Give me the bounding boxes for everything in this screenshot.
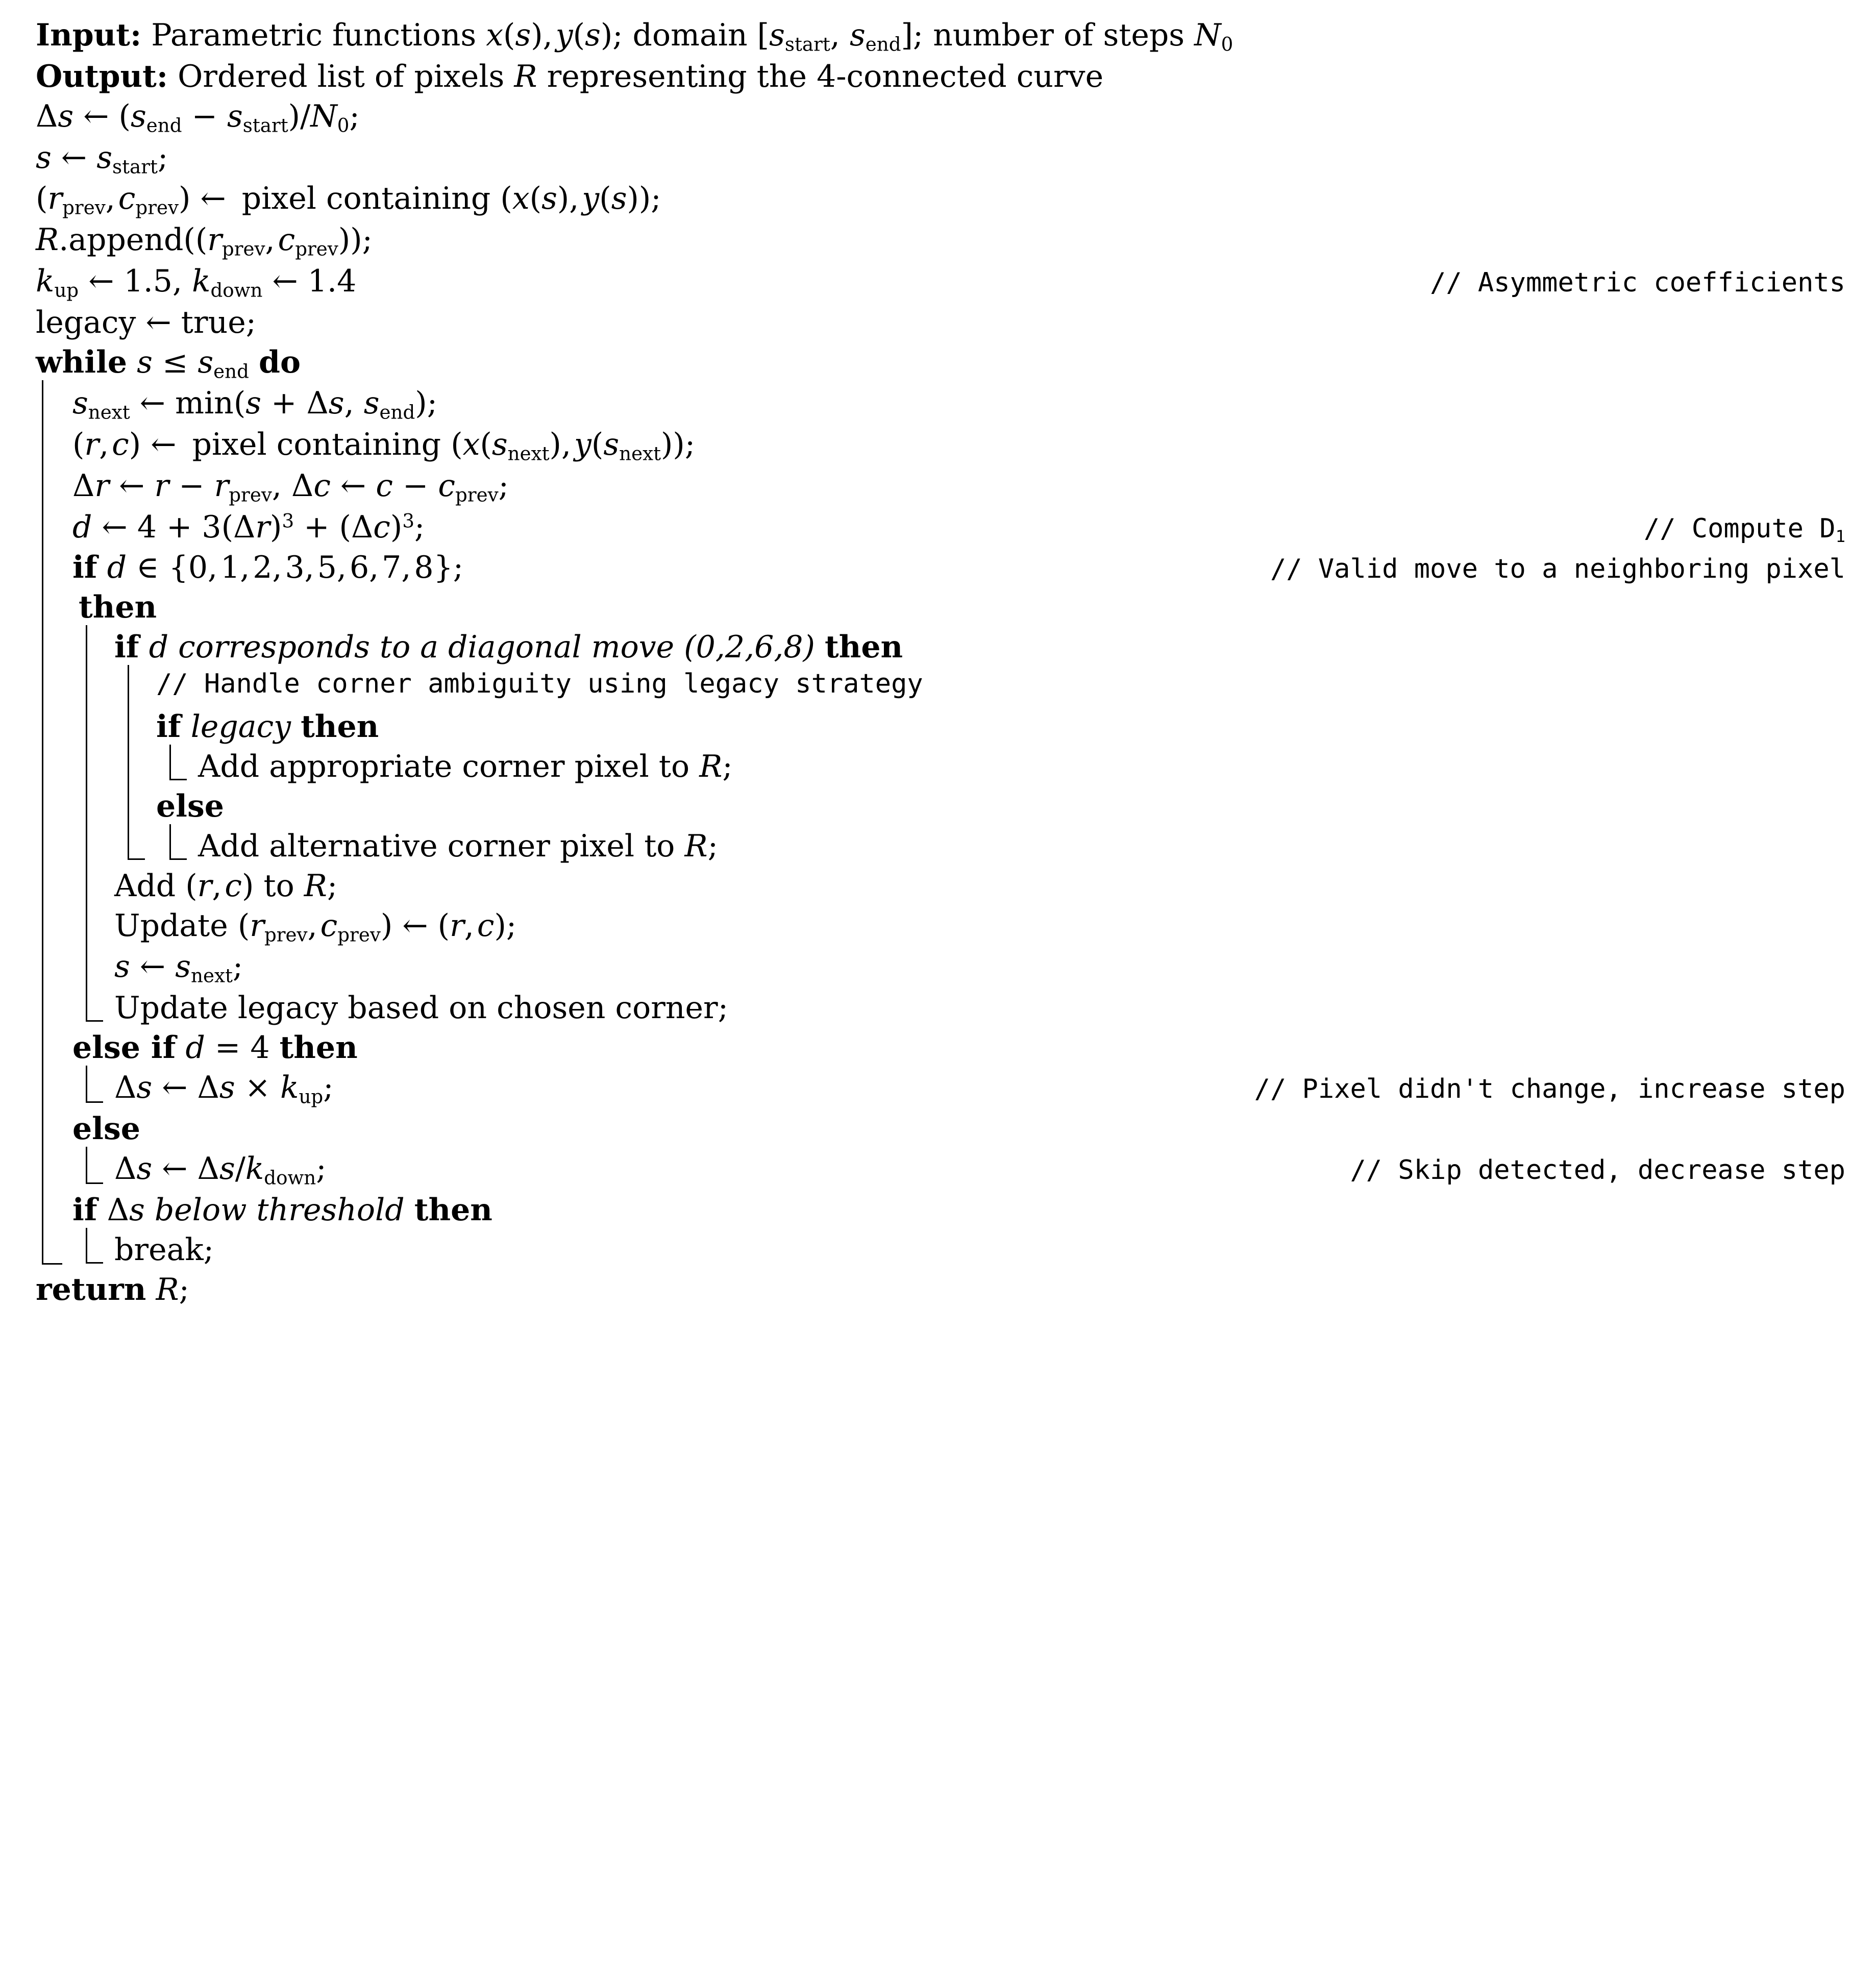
algorithm-line-3: ($r_{prev}$, $c_{prev}$) ← pixel containing (x(s), y(s)); <box>36 181 661 219</box>
algorithm-line-17: Add appropriate corner pixel to R; <box>198 748 733 784</box>
comment-valid-move: // Valid move to a neighboring pixel <box>1270 553 1845 584</box>
algorithm-line-10: Δr ← $r - r_{prev}$, Δc ← $c - c_{prev}$; <box>72 467 509 506</box>
threshold-body <box>86 1230 1845 1270</box>
algorithm-line-1: Δs ← $(s_{end} - s_{start})/N_0$; <box>36 98 360 137</box>
while-body <box>42 383 1845 1269</box>
algorithm-line-14: if d corresponds to a diagonal move (0,2,6,8) then <box>114 629 903 665</box>
comment-compute-d1: // Compute $D_1$ <box>1643 513 1845 546</box>
legacy-false-body <box>169 826 1845 866</box>
diagonal-branch-body <box>128 667 1845 866</box>
algorithm-line-23: Update legacy based on chosen corner; <box>114 990 728 1026</box>
algorithm-line-22: s ← $s_{next}$; <box>114 949 243 987</box>
algorithm-line-return: return R; <box>36 1271 189 1307</box>
algorithm-line-5: $k_{up}$ ← 1.5, $k_{down}$ ← 1.4 // Asymmetric coefficients <box>36 263 1845 302</box>
else-if-body <box>86 1068 1845 1109</box>
algorithm-line-6: legacy ← true; <box>36 304 256 340</box>
algorithm-line-while: while $s \le s_{end}$ do <box>36 344 301 382</box>
comment-corner-ambiguity: // Handle corner ambiguity using legacy strategy <box>156 668 923 699</box>
legacy-true-body <box>169 747 1845 786</box>
algorithm-line-26: else <box>72 1111 140 1147</box>
algorithm-line-29: break; <box>114 1231 214 1268</box>
algorithm-line-18: else <box>156 788 224 824</box>
output-label: Output: <box>36 58 168 94</box>
algorithm-line-24: else if d = 4 then <box>72 1030 358 1066</box>
then-branch-body <box>86 627 1845 1028</box>
input-label: Input: <box>36 17 142 53</box>
algorithm-line-2: s ← $s_{start}$; <box>36 139 168 178</box>
algorithm-line-8: $s_{next}$ ← min(s + Δs, $s_{end}$); <box>72 385 437 424</box>
algorithm-line-13: then <box>78 589 157 625</box>
comment-increase-step: // Pixel didn't change, increase step <box>1254 1074 1845 1105</box>
algorithm-line-11: d ← $4 + 3(\Delta r)^3 + (\Delta c)^3$; // Compute $D_1$ <box>72 507 1845 548</box>
algorithm-input-line: Input: Parametric functions x(s), y(s); domain [$s_{start}$, $s_{end}$]; number of steps $N_0$ <box>36 17 1233 56</box>
algorithm-line-28: if Δs below threshold then <box>72 1192 492 1228</box>
algorithm-line-15 <box>156 667 1845 707</box>
else-body <box>86 1149 1845 1190</box>
algorithm-line-9: (r, c) ← pixel containing ($x(s_{next})$, $y(s_{next})$); <box>72 427 696 465</box>
algorithm-line-21: Update ($r_{prev}$, $c_{prev}$) ← (r, c); <box>114 907 517 946</box>
comment-asymmetric-coefficients: // Asymmetric coefficients <box>1430 267 1845 298</box>
algorithm-line-12: if d ∈ {0, 1, 2, 3, 5, 6, 7, 8}; // Valid move to a neighboring pixel <box>72 548 1845 587</box>
comment-decrease-step: // Skip detected, decrease step <box>1350 1154 1845 1186</box>
algorithm-line-4: $R.append((r_{prev}$, $c_{prev}$)); <box>36 222 373 260</box>
algorithm-line-19: Add alternative corner pixel to R; <box>198 828 718 864</box>
algorithm-line-16: if legacy then <box>156 708 379 745</box>
algorithm-output-line: Output: Ordered list of pixels R representing the 4-connected curve <box>36 58 1104 94</box>
algorithm-line-20: Add (r, c) to R; <box>114 868 338 904</box>
algorithm-line-27: Δs ← $\Delta s/k_{down}$; // Skip detected, decrease step <box>114 1150 1845 1189</box>
algorithm-line-25: Δs ← $\Delta s \times k_{up}$; // Pixel didn't change, increase step <box>114 1070 1845 1108</box>
